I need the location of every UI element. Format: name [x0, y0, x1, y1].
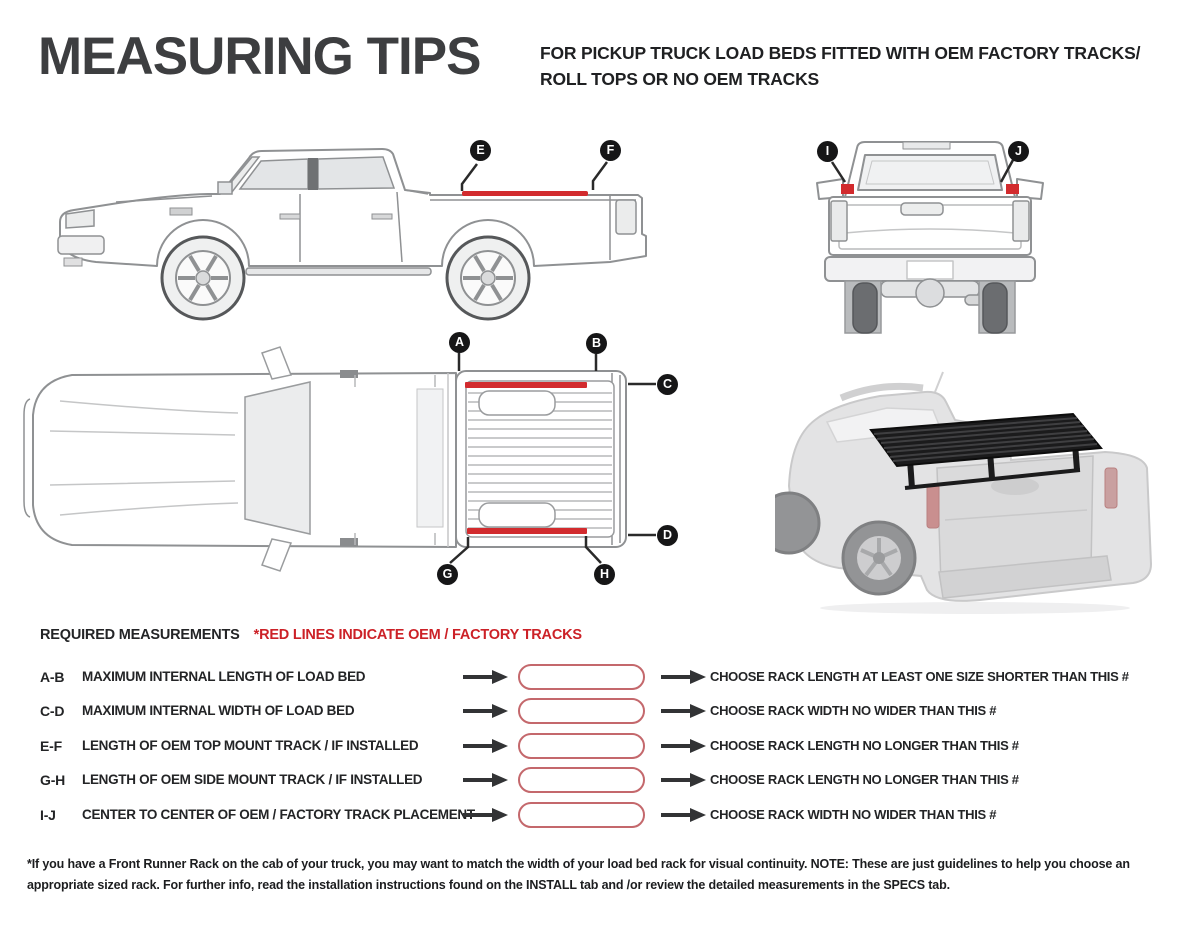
truck-bed-rack-photo: [775, 368, 1195, 618]
measurement-rows: [0, 660, 1200, 830]
measurement-value-field[interactable]: [518, 802, 645, 828]
measure-point-badge-j: J: [1008, 141, 1029, 162]
measurement-value-field[interactable]: [518, 767, 645, 793]
wheel: [162, 237, 244, 319]
ghost-truck-body: [775, 372, 1151, 601]
arrow-right-icon: [660, 739, 706, 753]
measure-point-badge-e: E: [470, 140, 491, 161]
row-description: LENGTH OF OEM TOP MOUNT TRACK / IF INSTALLED: [82, 738, 419, 753]
row-description: MAXIMUM INTERNAL WIDTH OF LOAD BED: [82, 703, 355, 718]
ground-shadow: [820, 602, 1130, 614]
arrow-right-icon: [660, 704, 706, 718]
measurement-value-field[interactable]: [518, 698, 645, 724]
measure-point-badge-g: G: [437, 564, 458, 585]
row-description: LENGTH OF OEM SIDE MOUNT TRACK / IF INSTALLED: [82, 772, 423, 787]
row-code: C-D: [40, 703, 65, 719]
row-description: CENTER TO CENTER OF OEM / FACTORY TRACK PLACEMENT: [82, 807, 475, 822]
measure-point-badge-i: I: [817, 141, 838, 162]
arrow-right-icon: [462, 704, 508, 718]
arrow-right-icon: [462, 670, 508, 684]
arrow-right-icon: [462, 808, 508, 822]
truck-rear-body: [817, 142, 1043, 281]
row-guidance: CHOOSE RACK LENGTH NO LONGER THAN THIS #: [710, 772, 1019, 787]
row-code: I-J: [40, 807, 56, 823]
row-description: MAXIMUM INTERNAL LENGTH OF LOAD BED: [82, 669, 366, 684]
page-subtitle: [540, 40, 1140, 92]
measurement-row-cd: [0, 697, 1200, 725]
pointer-lines-ef: [462, 162, 607, 191]
measure-point-badge-d: D: [657, 525, 678, 546]
row-code: G-H: [40, 772, 66, 788]
measurement-row-ab: [0, 663, 1200, 691]
footnote: *If you have a Front Runner Rack on the cab of your truck, you may want to match the width of your load bed rack for visual continuity. NOTE: These are just guidelines to help you choose an appropriate sized rack. For further info, read the installation instructions found on the INSTALL tab and /or review the detailed measurements in the SPECS tab.: [27, 857, 1130, 892]
measure-point-badge-a: A: [449, 332, 470, 353]
measure-point-badge-h: H: [594, 564, 615, 585]
row-code: E-F: [40, 738, 62, 754]
arrow-right-icon: [660, 808, 706, 822]
measurement-row-ij: [0, 801, 1200, 829]
truck-rear-view-diagram: [815, 135, 1045, 340]
measure-point-badge-b: B: [586, 333, 607, 354]
row-guidance: CHOOSE RACK WIDTH NO WIDER THAN THIS #: [710, 807, 997, 822]
measurement-row-ef: [0, 732, 1200, 760]
red-lines-note: *RED LINES INDICATE OEM / FACTORY TRACKS: [253, 627, 582, 643]
measurement-row-gh: [0, 766, 1200, 794]
measure-point-badge-c: C: [657, 374, 678, 395]
arrow-right-icon: [462, 739, 508, 753]
row-guidance: CHOOSE RACK LENGTH AT LEAST ONE SIZE SHORTER THAN THIS #: [710, 669, 1129, 684]
arrow-right-icon: [462, 773, 508, 787]
required-measurements-heading: [40, 627, 582, 643]
measurement-value-field[interactable]: [518, 733, 645, 759]
arrow-right-icon: [660, 670, 706, 684]
truck-rear-undercarriage: [845, 279, 1015, 333]
measurement-value-field[interactable]: [518, 664, 645, 690]
row-code: A-B: [40, 669, 65, 685]
page-title: MEASURING TIPS: [38, 27, 481, 86]
truck-top-view-diagram: [20, 335, 670, 600]
heading-label: REQUIRED MEASUREMENTS: [40, 627, 240, 643]
truck-side-view-diagram: [50, 138, 650, 333]
measure-point-badge-f: F: [600, 140, 621, 161]
row-guidance: CHOOSE RACK LENGTH NO LONGER THAN THIS #: [710, 738, 1019, 753]
arrow-right-icon: [660, 773, 706, 787]
subtitle-line-2: ROLL TOPS OR NO OEM TRACKS: [540, 69, 820, 89]
oem-track-line-ef: [462, 191, 588, 196]
row-guidance: CHOOSE RACK WIDTH NO WIDER THAN THIS #: [710, 703, 997, 718]
subtitle-line-1: FOR PICKUP TRUCK LOAD BEDS FITTED WITH OEM FACTORY TRACKS/: [540, 43, 1141, 63]
